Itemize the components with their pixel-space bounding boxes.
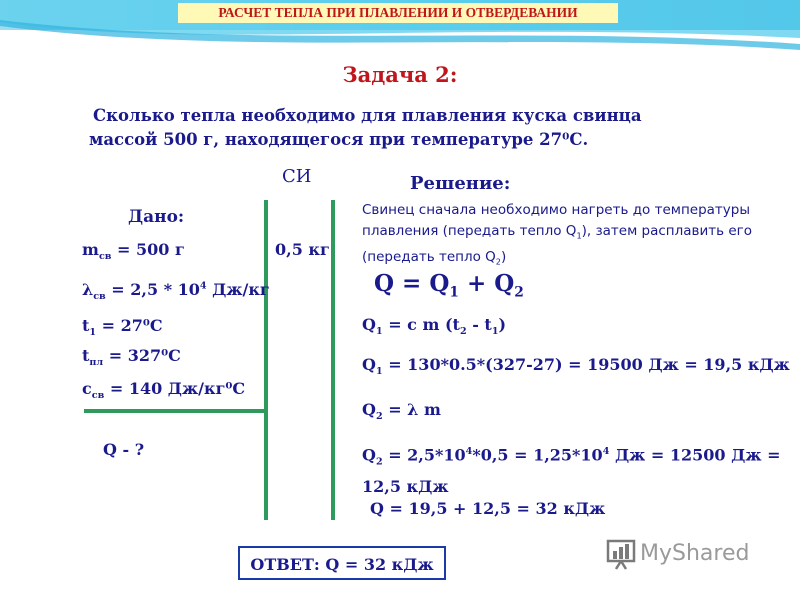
f2-s: 1 — [375, 366, 383, 378]
f4-s: 2 — [375, 456, 383, 468]
lambda-symbol: λ — [82, 280, 94, 299]
watermark-chart-icon — [606, 537, 640, 571]
f4-a: Q — [362, 445, 376, 465]
tpl-value: = 327⁰С — [103, 346, 181, 365]
lambda-unit: Дж/кг — [206, 280, 270, 299]
main-formula-s2: 2 — [514, 284, 524, 301]
f1-s2: 2 — [459, 326, 467, 338]
watermark-text: MyShared — [640, 541, 750, 566]
f4-sup2: 4 — [602, 446, 610, 457]
given-header: Дано: — [128, 207, 185, 227]
lambda-exp: 4 — [199, 280, 207, 292]
f3-s: 2 — [375, 411, 383, 423]
t1-symbol: t — [82, 316, 90, 335]
f4-b: = 2,5*10 — [382, 445, 466, 465]
mass-sub: св — [98, 251, 112, 263]
lambda-value: = 2,5 * 10 — [105, 280, 200, 299]
t1-sub: 1 — [89, 327, 97, 339]
solution-header: Решение: — [410, 173, 511, 194]
f4-d: Дж = 12500 Дж = — [609, 445, 781, 465]
main-formula-s1: 1 — [449, 284, 459, 301]
task-question — [89, 104, 689, 152]
f2-b: = 130*0.5*(327-27) = 19500 Дж = 19,5 кДж — [382, 355, 790, 374]
t1-value: = 27⁰С — [96, 316, 163, 335]
c-sub: св — [91, 390, 105, 402]
f3-a: Q — [362, 400, 376, 419]
formula-q1-general — [362, 315, 506, 337]
question-line-1: Сколько тепла необходимо для плавления куска свинца — [93, 106, 642, 125]
expl-part3: ) — [500, 248, 507, 265]
formula-q2-calc — [362, 440, 782, 499]
f1-c: - t — [466, 315, 492, 334]
given-lambda — [82, 280, 270, 302]
divider-right-vertical — [331, 200, 335, 520]
tpl-symbol: t — [82, 346, 90, 365]
main-formula-b: + Q — [458, 270, 515, 297]
formula-q2-general — [362, 400, 441, 422]
expl-part2: ), затем расплавить его (передать тепло Q — [362, 223, 753, 265]
f1-s: 1 — [375, 326, 383, 338]
f4-sup: 4 — [465, 446, 473, 457]
f4-line2: 12,5 кДж — [362, 476, 449, 496]
question-line-2: массой 500 г, находящегося при температуре 27⁰С. — [89, 130, 589, 149]
mass-value: = 500 г — [111, 240, 185, 259]
main-formula — [374, 270, 524, 301]
f2-a: Q — [362, 355, 376, 374]
page-header-title: РАСЧЕТ ТЕПЛА ПРИ ПЛАВЛЕНИИ И ОТВЕРДЕВАНИИ — [178, 3, 618, 23]
f3-b: = λ m — [382, 400, 441, 419]
answer-box: ОТВЕТ: Q = 32 кДж — [238, 546, 446, 580]
expl-part1: Свинец сначала необходимо нагреть до температуры плавления (передать тепло Q — [362, 202, 751, 239]
given-tpl — [82, 346, 181, 368]
si-mass: 0,5 кг — [275, 240, 330, 259]
expl-sub1: 1 — [576, 230, 582, 241]
divider-given-horizontal — [84, 409, 268, 413]
f1-b: = c m (t — [382, 315, 460, 334]
solution-explanation — [362, 200, 794, 272]
tpl-sub: пл — [89, 357, 104, 369]
formula-q1-calc — [362, 355, 790, 377]
mass-symbol: m — [82, 240, 99, 259]
divider-left-vertical — [264, 200, 268, 520]
task-title: Задача 2: — [342, 62, 458, 87]
f1-d: ) — [498, 315, 507, 334]
c-value: = 140 Дж/кг⁰С — [104, 379, 246, 398]
expl-sub2: 2 — [495, 256, 501, 267]
given-c — [82, 379, 245, 401]
f1-a: Q — [362, 315, 376, 334]
si-column-header: СИ — [282, 166, 312, 187]
given-mass — [82, 240, 185, 262]
given-find: Q - ? — [103, 440, 145, 459]
f4-c: *0,5 = 1,25*10 — [472, 445, 603, 465]
lambda-sub: св — [93, 291, 106, 303]
c-symbol: c — [82, 379, 92, 398]
given-t1 — [82, 316, 163, 338]
main-formula-a: Q = Q — [374, 270, 450, 297]
formula-total: Q = 19,5 + 12,5 = 32 кДж — [370, 499, 606, 518]
f1-s3: 1 — [491, 326, 499, 338]
